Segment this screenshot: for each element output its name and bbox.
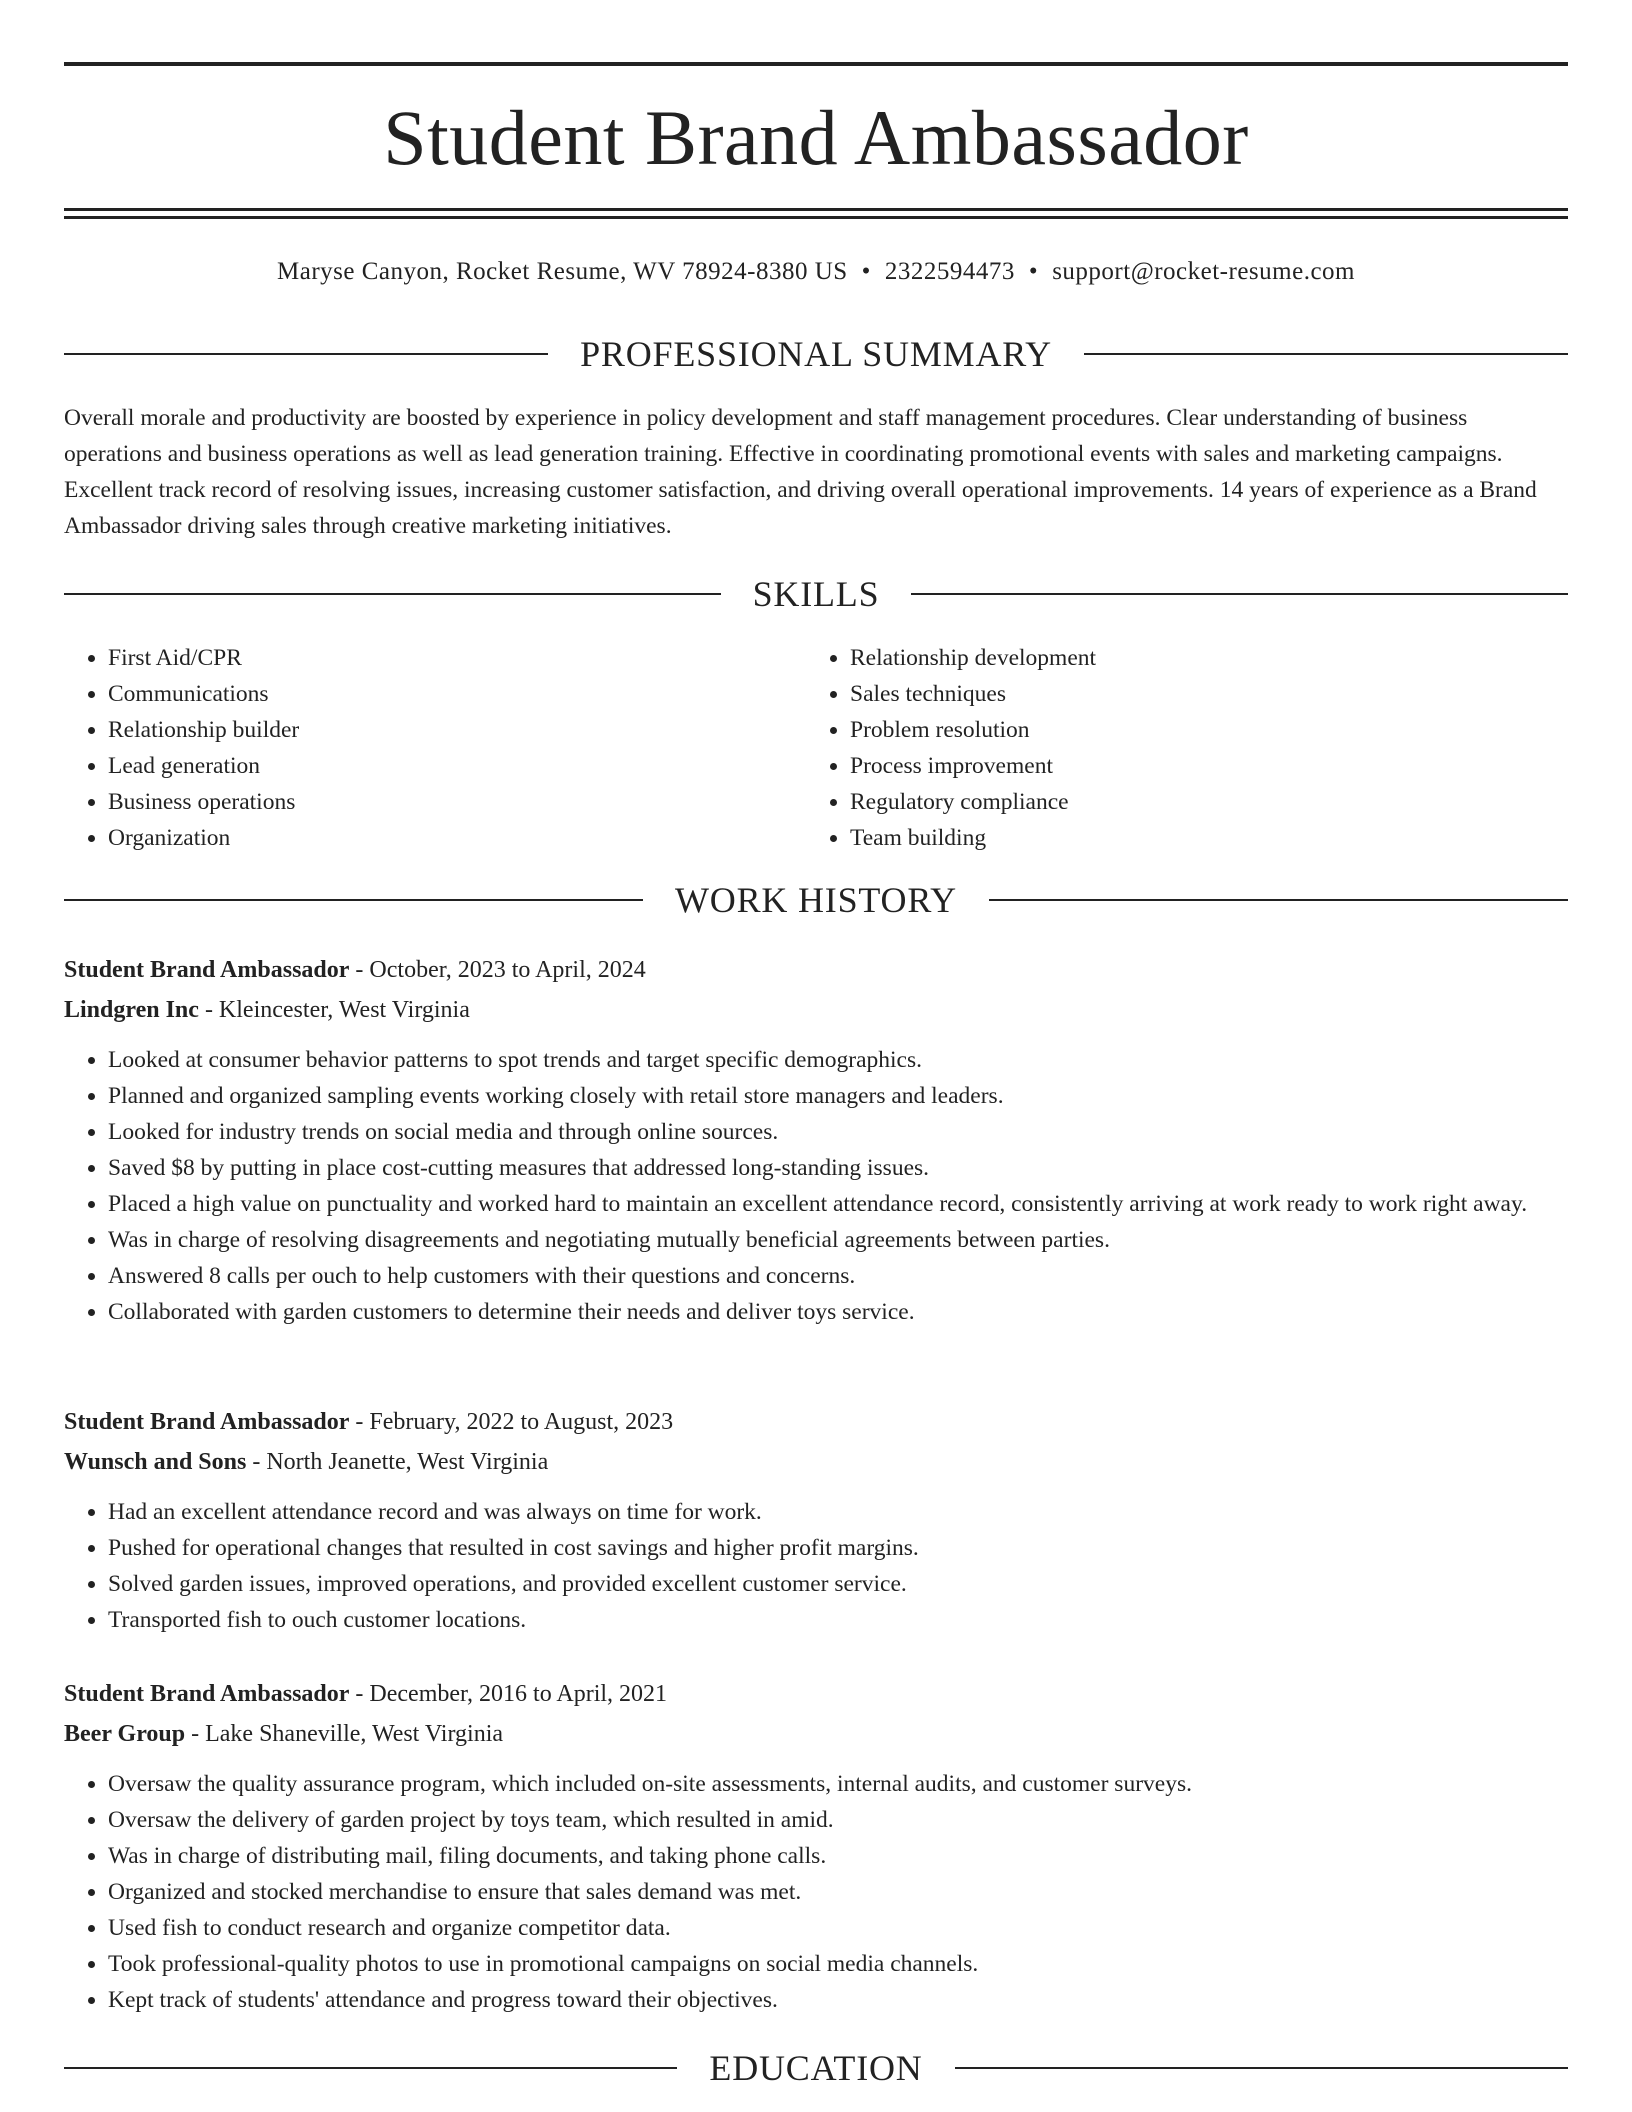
contact-email: support@rocket-resume.com	[1052, 258, 1355, 285]
job-bullet: • Organized and stocked merchandise to ensure that sales demand was met.	[108, 1874, 1568, 1910]
heading-rule-right	[1084, 353, 1568, 355]
job-location: - Kleincester, West Virginia	[198, 997, 470, 1023]
job-bullet: • Looked for industry trends on social media and through online sources.	[108, 1114, 1568, 1150]
contact-phone: 2322594473	[884, 258, 1015, 285]
heading-rule-left	[64, 2067, 677, 2069]
job-bullets	[64, 1766, 1568, 2018]
job-dates: - December, 2016 to April, 2021	[349, 1681, 668, 1707]
heading-rule-left	[64, 593, 721, 595]
job-bullet: • Was in charge of distributing mail, filing documents, and taking phone calls.	[108, 1838, 1568, 1874]
job-title-row	[64, 1674, 1568, 1714]
job-bullet: • Took professional-quality photos to use in promotional campaigns on social media channels.	[108, 1946, 1568, 1982]
job-dates: - February, 2022 to August, 2023	[349, 1409, 674, 1435]
job-dates: - October, 2023 to April, 2024	[349, 957, 646, 983]
skill-item: • Relationship builder	[108, 712, 806, 748]
skill-item: • Lead generation	[108, 748, 806, 784]
heading-rule-right	[955, 2067, 1568, 2069]
section-heading-work-history	[64, 878, 1568, 922]
job-bullet: • Placed a high value on punctuality and worked hard to maintain an excellent attendance record, consistently arriving at work ready to work right away.	[108, 1186, 1568, 1222]
skills-column-right	[806, 640, 1548, 856]
section-heading-label: WORK HISTORY	[675, 880, 957, 920]
job-bullet: • Planned and organized sampling events working closely with retail store managers and leaders.	[108, 1078, 1568, 1114]
job-bullet: • Saved $8 by putting in place cost-cutting measures that addressed long-standing issues.	[108, 1150, 1568, 1186]
section-heading-education	[64, 2046, 1568, 2090]
skill-item: • Problem resolution	[850, 712, 1548, 748]
section-heading-label: SKILLS	[752, 574, 880, 614]
job-bullet: • Used fish to conduct research and organize competitor data.	[108, 1910, 1568, 1946]
skill-item: • Team building	[850, 820, 1548, 856]
section-heading-label: PROFESSIONAL SUMMARY	[580, 334, 1052, 374]
skill-item: • First Aid/CPR	[108, 640, 806, 676]
contact-separator: •	[1028, 258, 1039, 285]
job-bullets	[64, 1494, 1568, 1638]
job-location: - Lake Shaneville, West Virginia	[185, 1721, 504, 1747]
job-bullet: • Answered 8 calls per ouch to help customers with their questions and concerns.	[108, 1258, 1568, 1294]
job-bullet: • Solved garden issues, improved operations, and provided excellent customer service.	[108, 1566, 1568, 1602]
job-bullet: • Collaborated with garden customers to determine their needs and deliver toys service.	[108, 1294, 1568, 1330]
skill-item: • Business operations	[108, 784, 806, 820]
job-entry	[64, 1674, 1568, 2018]
title-double-rule	[64, 208, 1568, 219]
skills-column-left	[64, 640, 806, 856]
job-company: Wunsch and Sons	[64, 1449, 247, 1475]
job-company-row	[64, 990, 1568, 1030]
skill-item: • Communications	[108, 676, 806, 712]
section-heading-label: EDUCATION	[709, 2048, 923, 2088]
job-bullet: • Kept track of students' attendance and progress toward their objectives.	[108, 1982, 1568, 2018]
job-bullet: • Oversaw the delivery of garden project by toys team, which resulted in amid.	[108, 1802, 1568, 1838]
top-rule	[64, 62, 1568, 66]
job-bullet: • Pushed for operational changes that resulted in cost savings and higher profit margins.	[108, 1530, 1568, 1566]
skill-item: • Sales techniques	[850, 676, 1548, 712]
job-bullet: • Was in charge of resolving disagreements and negotiating mutually beneficial agreements between parties.	[108, 1222, 1568, 1258]
resume-title: Student Brand Ambassador	[383, 94, 1249, 181]
contact-address: Maryse Canyon, Rocket Resume, WV 78924-8380 US	[277, 258, 848, 285]
heading-rule-right	[911, 593, 1568, 595]
skills-list	[64, 640, 1568, 856]
job-title: Student Brand Ambassador	[64, 957, 350, 983]
skill-item: • Regulatory compliance	[850, 784, 1548, 820]
summary-text: Overall morale and productivity are boosted by experience in policy development and staff management procedures. Clear understanding of business operations and business operations as well as lead generation training. Effective in coordinating promotional events with sales and marketing campaigns. Excellent track record of resolving issues, increasing customer satisfaction, and driving overall operational improvements. 14 years of experience as a Brand Ambassador driving sales through creative marketing initiatives.	[64, 405, 1537, 539]
job-title-row	[64, 950, 1568, 990]
job-title-row	[64, 1402, 1568, 1442]
heading-rule-right	[989, 899, 1568, 901]
job-bullet: • Oversaw the quality assurance program, which included on-site assessments, internal audits, and customer surveys.	[108, 1766, 1568, 1802]
contact-separator: •	[861, 258, 871, 285]
job-bullet: • Looked at consumer behavior patterns to spot trends and target specific demographics.	[108, 1042, 1568, 1078]
job-entry	[64, 1402, 1568, 1638]
heading-rule-left	[64, 899, 643, 901]
skill-item: • Organization	[108, 820, 806, 856]
job-company: Beer Group	[64, 1721, 186, 1747]
job-bullet: • Had an excellent attendance record and was always on time for work.	[108, 1494, 1568, 1530]
section-heading-summary	[64, 332, 1568, 376]
job-company-row	[64, 1442, 1568, 1482]
skill-item: • Relationship development	[850, 640, 1548, 676]
job-bullet: • Transported fish to ouch customer locations.	[108, 1602, 1568, 1638]
heading-rule-left	[64, 353, 548, 355]
job-company: Lindgren Inc	[64, 997, 199, 1023]
job-location: - North Jeanette, West Virginia	[246, 1449, 549, 1475]
job-title: Student Brand Ambassador	[64, 1681, 350, 1707]
job-company-row	[64, 1714, 1568, 1754]
contact-line	[64, 252, 1568, 292]
job-title: Student Brand Ambassador	[64, 1409, 350, 1435]
job-entry	[64, 950, 1568, 1330]
skill-item: • Process improvement	[850, 748, 1548, 784]
section-heading-skills	[64, 572, 1568, 616]
job-bullets	[64, 1042, 1568, 1330]
